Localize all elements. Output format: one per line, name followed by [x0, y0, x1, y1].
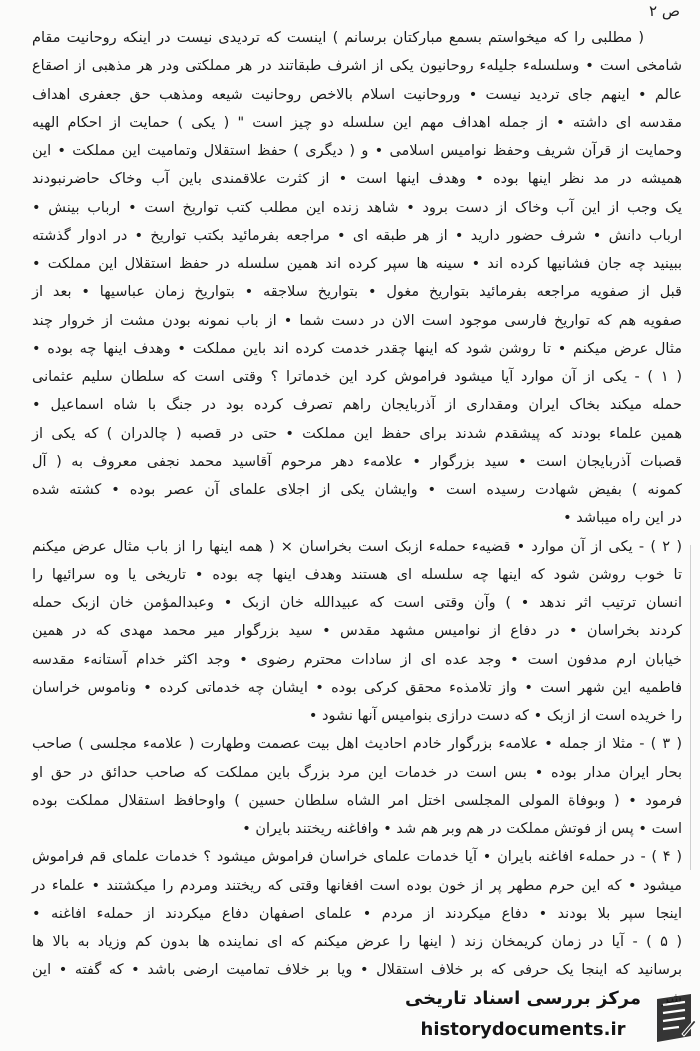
text-line: همین علماء بودند که پیشقدم شدند برای حفظ این مملکت • حتی در قصبه ( چالدران ) که یکی از [32, 425, 682, 442]
text-line: بحار ایران مدار بوده • بس است در خدمات این مرد بزرگ باین مملکت که صاحب حدائق در حق او [32, 764, 682, 781]
page-edge-line [690, 545, 691, 870]
document-body [32, 24, 682, 1013]
watermark [390, 984, 700, 1050]
text-line: است • پس از فوتش مملکت در هم وبر هم شد • وافاغنه ریختند بایران • [242, 821, 682, 837]
text-line: انسان ترتیب اثر ندهد • ) وآن وقتی است که عبیدالله خان ازبک • وعبدالمؤمن خان ازبک حمله [32, 595, 682, 611]
text-line: اینجا سپر بلا بودند • دفاع میکردند از مردم • علمای اصفهان دفاع میکردند از حملهء افاغنه • [32, 905, 682, 922]
text-line: عالم • اینهم جای تردید نیست • وروحانیت اسلام بالاخص روحانیت شیعه ومذهب حق جعفری اهداف [32, 86, 682, 103]
text-line: ( ۳ ) - مثلا از جمله • علامهء بزرگوار خادم احادیث اهل بیت عصمت وطهارت ( علامهء مجلسی ) صاحب [32, 736, 682, 753]
text-line: شامخی است • وسلسلهء جلیلهء روحانیون یکی از اشرف طبقاتند در هر مملکتی ودر هر مذهبی از اصقاع [32, 58, 682, 75]
text-line: برسانید که اینجا یک حرفی که بر خلاف استقلال • ویا بر خلاف تمامیت ارضی باشد • که گفته • این [32, 962, 682, 979]
text-line: ( ۵ ) - آیا در زمان کریمخان زند ( اینها را عرض میکنم که ای نماینده ها بدون کم وزیاد به بالا ها [32, 934, 682, 950]
watermark-org-name: مرکز بررسی اسناد تاریخی [404, 988, 642, 1009]
text-line: کمونه ) بفیض شهادت رسیده است • وایشان یکی از اجلای علمای آن عصر بوده • کشته شده [32, 482, 682, 498]
text-line: را خریده است از ازبک • که دست درازی بنوامیس آنها نشود • [308, 708, 682, 724]
text-line: در این راه میباشد • [563, 510, 682, 527]
text-line: وحمایت از قرآن شریف وحفظ نوامیس اسلامی • و ( دیگری ) حفظ استقلال وتمامیت این مملکت • این [32, 143, 682, 159]
page-number: ص ۲ [649, 2, 680, 20]
text-line: یک وجب از این آب وخاک از دست برود • شاهد زنده این مطلب کتب تواریخ است • ارباب بینش • [32, 199, 682, 216]
text-line: کردند بخراسان • در دفاع از نوامیس مشهد مقدس • سید بزرگوار میر محمد مهدی که در همین [32, 623, 682, 640]
text-line: ( مطلبی را که میخواستم بسمع مبارکتان برسانم ) اینست که تردیدی نیست در اینکه روحانیت مقام [32, 30, 644, 46]
text-line: ( ۱ ) - یکی از آن موارد آیا میشود فراموش کرد این خدماترا ؟ وقتی است که سلطان سلیم عثمانی [32, 369, 682, 385]
text-line: تا خوب روشن شود که اینها چه سلسله ای هستند وهدف اینها چه بوده • تاریخی یا وه سرائیها را [32, 566, 682, 583]
text-line: ( ۲ ) - یکی از آن موارد • قضیهء حملهء ازبک است بخراسان × ( همه اینها را از باب مثال عرض میکنم [32, 538, 682, 555]
text-line: مثال عرض میکنم • تا روشن شود که اینها چقدر خدمت کرده اند باین مملکت • وهدف اینها چه بوده • [32, 340, 682, 357]
text-line: همیشه در مد نظر اینها بوده • وهدف اینها است • از کثرت علاقمندی باین آب وخاک حاضرنبودند [32, 171, 682, 188]
text-line: صفویه هم که تواریخ فارسی موجود است الان در دست شما • از باب نمونه بودن مشت از خروار چند [32, 312, 682, 329]
text-line: فرمود • ( وبوفاة المولی المجلسی اختل امر الشاه سلطان حسین ) واوحافظ استقلال مملکت بوده [32, 792, 682, 809]
text-line: مقدسه ای داشته • از جمله اهداف مهم این سلسله دو چیز است " ( یکی ) حمایت از احکام الهیه [32, 114, 682, 131]
text-line: قصبات آذربایجان است • سید بزرگوار • علامهء دهر مرحوم آقاسید محمد نجفی معروف به ( آل [32, 453, 682, 470]
text-line: میشود • که این حرم مطهر پر از خون بوده است افغانها وقتی که ریختند ومردم را میکشتند • علماء در [32, 877, 682, 894]
text-line: قبل از صفویه مراجعه بفرمائید بتواریخ مغول • بتواریخ سلاجقه • بتواریخ زمان عباسیها • بعد از [32, 284, 682, 301]
text-line: حمله میکند بخاک ایران ومقداری از آذربایجان راهم تصرف کرده بود در جنگ با شاه اسماعیل • [32, 397, 682, 414]
text-line: فاطمیه این شهر است • واز تلامذهء محقق کرکی بوده • ایشان چه خدماتی کرده • وناموس خراسان [32, 679, 682, 696]
watermark-website: historydocuments.ir [420, 1019, 626, 1040]
text-line: ( ۴ ) - در حملهء افاغنه بایران • آیا خدمات علمای خراسان فراموش میشود ؟ خدمات علمای قم فراموش [32, 849, 682, 866]
archive-emblem-icon [652, 990, 696, 1050]
text-line: خیابان ارم مدفون است • وجد عده ای از سادات محترم رضوی • وجد اکثر خدام آستانهء مقدسه [32, 651, 682, 668]
text-line: ببینید چه جان فشانیها کرده اند • سینه ها سپر کرده اند همین سلسله در حفظ استقلال این مملکت • [32, 256, 682, 272]
text-line: ارباب دانش • شرف حضور دارید • از هر طبقه ای • مراجعه بفرمائید بکتب تواریخ • در ادوار گذشته [32, 227, 682, 244]
